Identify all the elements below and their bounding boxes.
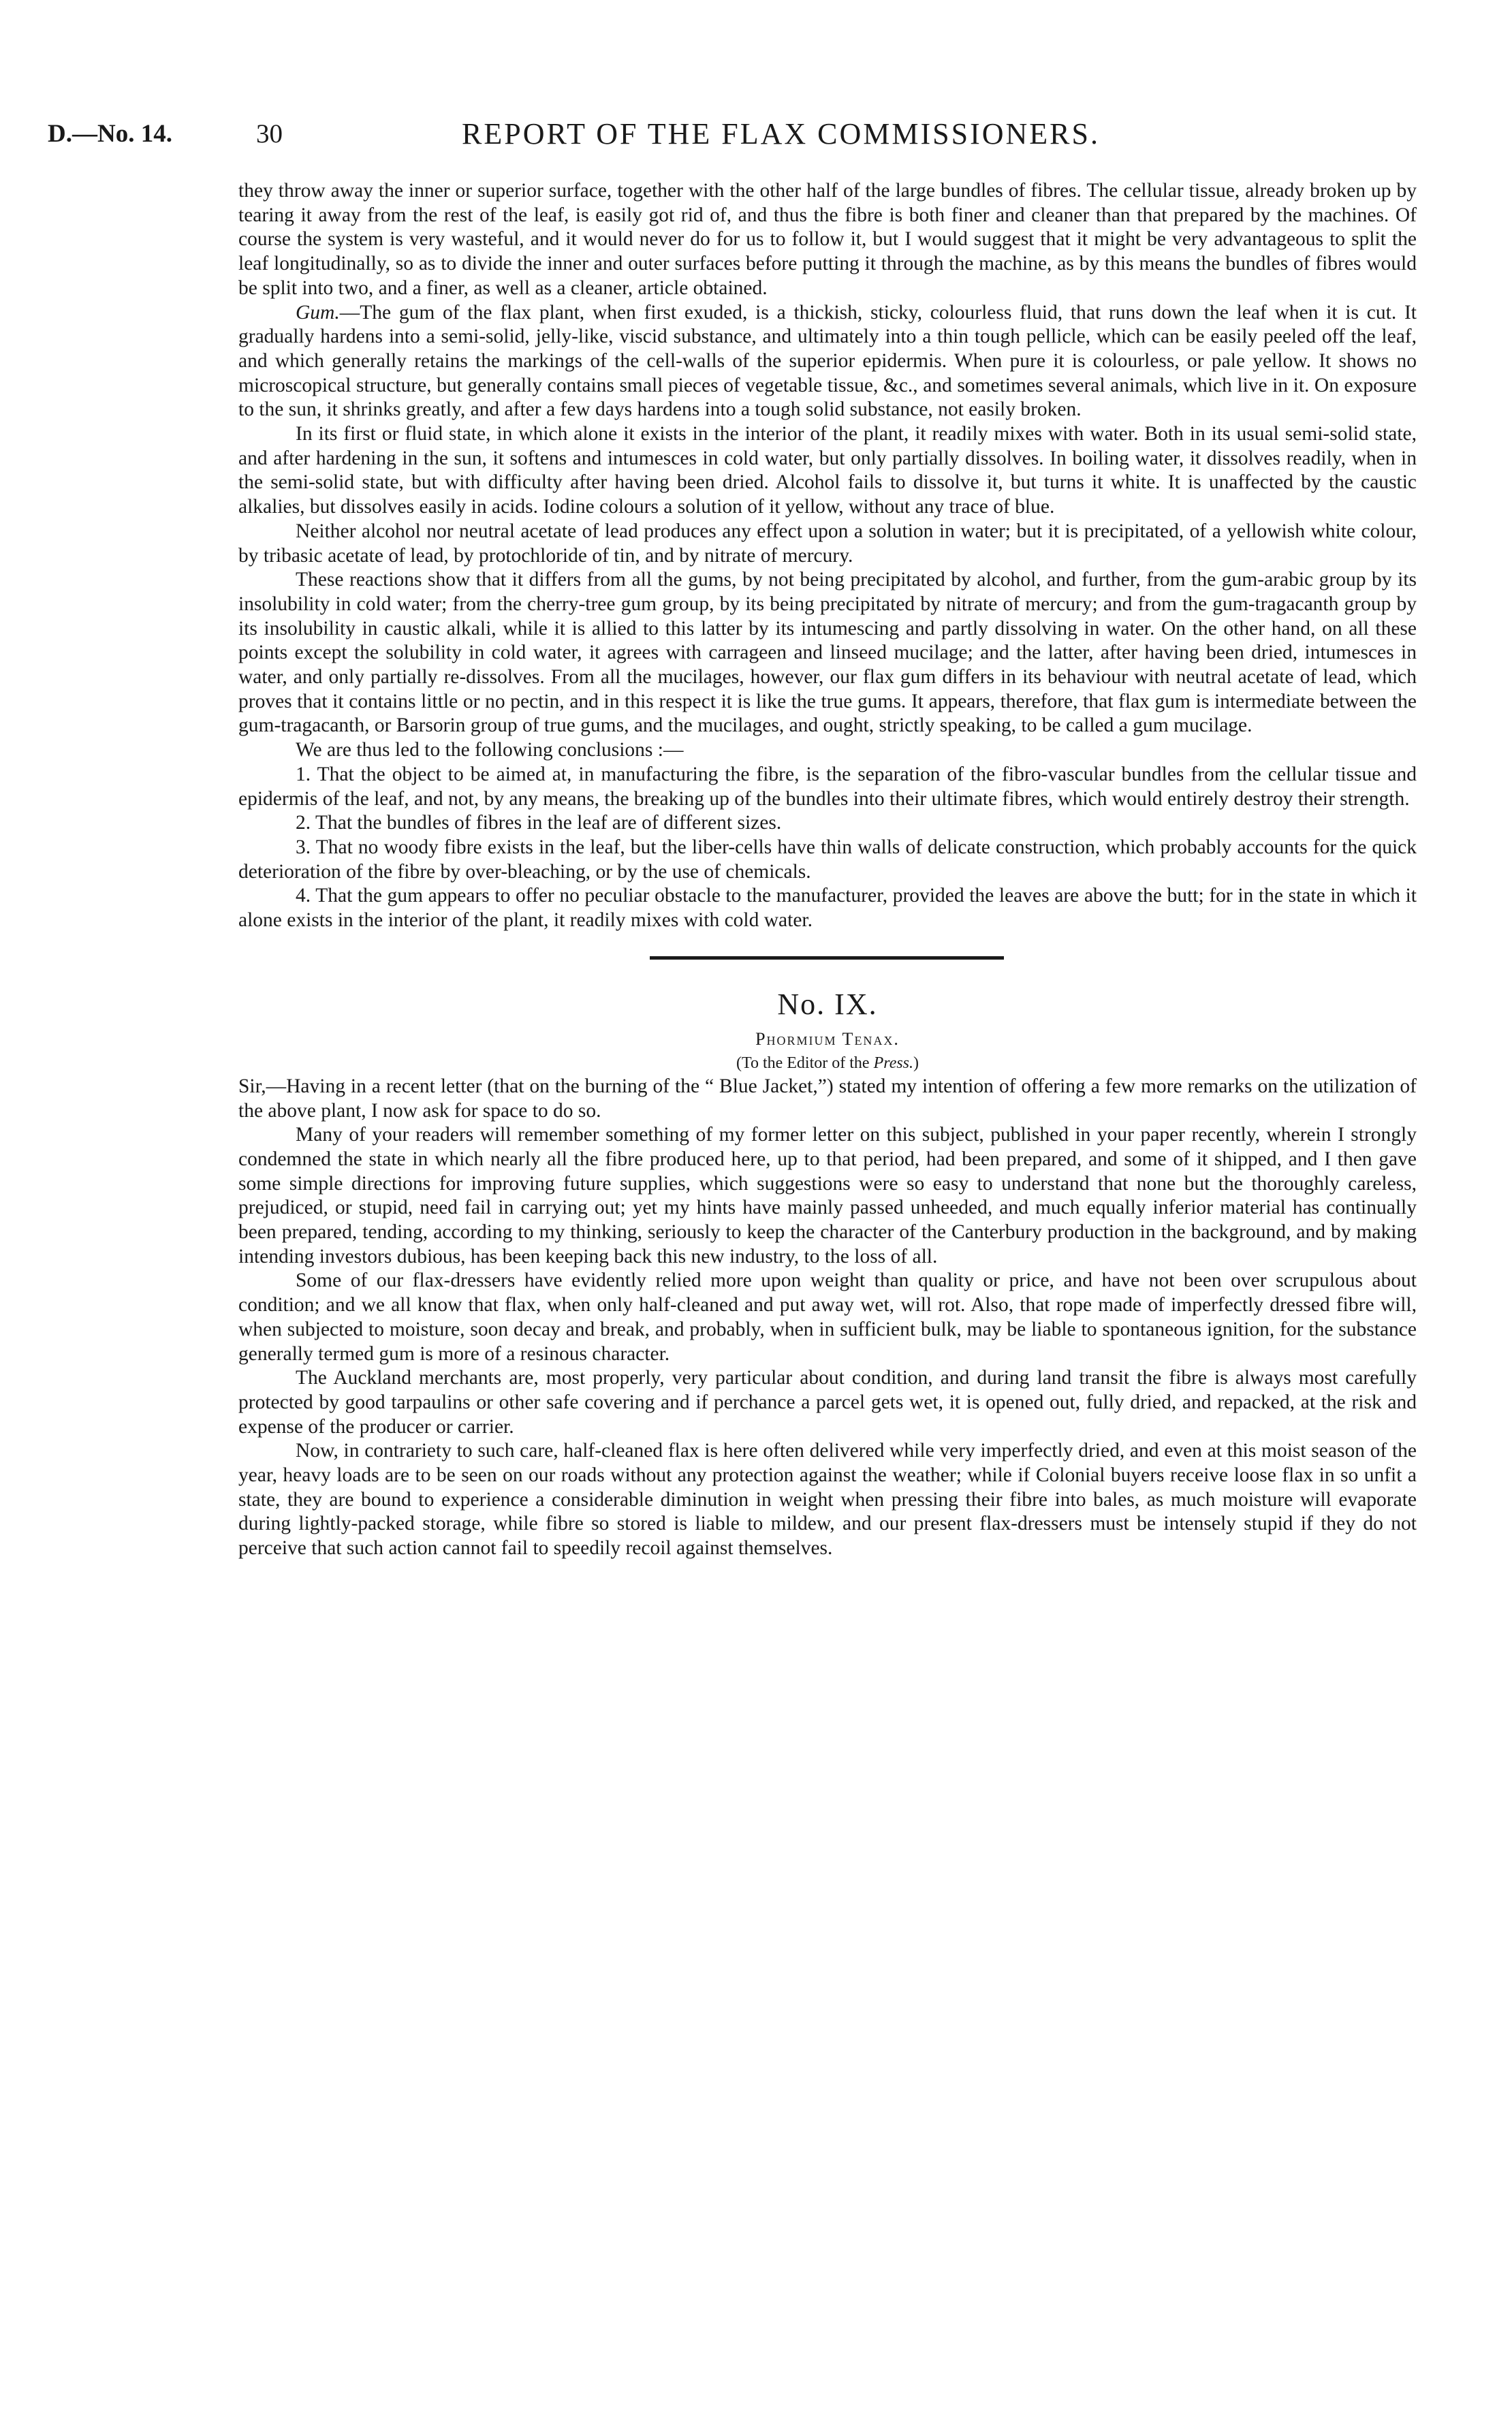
letter-salutation-paragraph: Sir,—Having in a recent letter (that on the burning of the “ Blue Jacket,”) stated my intention of offering a few more remarks on the utilization of the above plant, I now ask for space to do so. — [238, 1075, 1417, 1122]
paragraph: they throw away the inner or superior surface, together with the other half of the large bundles of fibres. The cellular tissue, already broken up by tearing it away from the rest of the leaf, is easily got rid of, and thus the fibre is both finer and cleaner than that prepared by the machines. Of course the system is very wasteful, and it would never do for us to follow it, but I would suggest that it might be very advantageous to split the leaf longitudinally, so as to divide the inner and outer surfaces before putting it through the machine, as by this means the bundles of fibres would be split into two, and a finer, as well as a cleaner, article obtained. — [238, 180, 1417, 299]
paragraph: The Auckland merchants are, most properly, very particular about condition, and during land transit the fibre is always most carefully protected by good tarpaulins or other safe covering and if perchance a parcel gets wet, it is opened out, fully dried, and repacked, at the risk and expense of the producer or carrier. — [238, 1367, 1417, 1438]
paragraph-gum — [238, 301, 1417, 423]
gum-text: —The gum of the flax plant, when first exuded, is a thickish, sticky, colourless fluid, that runs down the leaf when it is cut. It gradually hardens into a semi-solid, jelly-like, viscid substance, and ultimately into a thin tough pellicle, which can be easily peeled off the leaf, and which generally retains the markings of the cell-walls of the superior epidermis. When pure it is colourless, or pale yellow. It shows no microscopical structure, but generally contains small pieces of vegetable tissue, &c., and sometimes several animals, which live in it. On exposure to the sun, it shrinks greatly, and after a few days hardens into a tough solid substance, not easily broken. — [238, 301, 1417, 421]
editor-prefix: (To the Editor of the — [736, 1054, 874, 1072]
conclusion-item: 2. That the bundles of fibres in the leaf are of different sizes. — [296, 812, 782, 834]
conclusion-item: 3. That no woody fibre exists in the leaf, but the liber-cells have thin walls of delicate construction, which probably accounts for the quick deterioration of the fibre by over-bleaching, or by the use of chemicals. — [238, 836, 1417, 883]
body-text — [238, 179, 1417, 1561]
conclusion-item: 4. That the gum appears to offer no peculiar obstacle to the manufacturer, provided the leaves are above the butt; for in the state in which it alone exists in the interior of the plant, it readily mixes with cold water. — [238, 885, 1417, 932]
gum-label: Gum. — [296, 301, 340, 324]
section-subheading: Phormium Tenax. — [755, 1028, 900, 1049]
paragraph: We are thus led to the following conclusions :— — [296, 739, 684, 761]
section-divider — [238, 933, 1417, 986]
paragraph: Neither alcohol nor neutral acetate of lead produces any effect upon a solution in water; but it is precipitated, of a yellowish white colour, by tribasic acetate of lead, by protochloride of tin, and by nitrate of mercury. — [238, 520, 1417, 567]
page-number: 30 — [256, 119, 283, 148]
running-title: REPORT OF THE FLAX COMMISSIONERS. — [462, 117, 1100, 151]
editor-line — [238, 1052, 1417, 1075]
newspaper-name: Press. — [873, 1054, 914, 1072]
section-heading: No. IX. — [777, 987, 878, 1021]
conclusion-item: 1. That the object to be aimed at, in manufacturing the fibre, is the separation of the fibro-vascular bundles from the cellular tissue and epidermis of the leaf, and not, by any means, the breaking up of the bundles into their ultimate fibres, which would entirely destroy their strength. — [238, 763, 1417, 810]
paragraph: Some of our flax-dressers have evidently relied more upon weight than quality or price, and have not been over scrupulous about condition; and we all know that flax, when only half-cleaned and put away wet, will rot. Also, that rope made of imperfectly dressed fibre will, when subjected to moisture, soon decay and break, and probably, when in sufficient bulk, may be liable to spontaneous ignition, for the substance generally termed gum is more of a resinous character. — [238, 1269, 1417, 1365]
horizontal-rule — [650, 956, 1004, 960]
paragraph: These reactions show that it differs from all the gums, by not being precipitated by alcohol, and further, from the gum-arabic group by its insolubility in cold water; from the cherry-tree gum group, by its being precipitated by nitrate of mercury; and from the gum-tragacanth group by its insolubility in caustic alkali, while it is allied to this latter by its intumescing and partly dissolving in water. On the other hand, on all these points except the solubility in cold water, it agrees with carrageen and linseed mucilage; and the latter, after having been dried, intumesces in water, and only partially re-dissolves. From all the mucilages, however, our flax gum differs in its behaviour with neutral acetate of lead, which proves that it contains little or no pectin, and in this respect it is like the true gums. It appears, therefore, that flax gum is intermediate between the gum-tragacanth, or Barsorin group of true gums, and the mucilages, and ought, strictly speaking, to be called a gum mucilage. — [238, 569, 1417, 737]
paragraph: In its first or fluid state, in which alone it exists in the interior of the plant, it readily mixes with water. Both in its usual semi-solid state, and after hardening in the sun, it softens and intumesces in cold water, but only partially dissolves. In boiling water, it dissolves readily, when in the semi-solid state, but with difficulty after having been dried. Alcohol fails to dissolve it, but turns it white. It is unaffected by the caustic alkalies, but dissolves easily in acids. Iodine colours a solution of it yellow, without any trace of blue. — [238, 423, 1417, 518]
page-header — [48, 117, 1478, 158]
document-reference: D.—No. 14. — [48, 120, 172, 148]
editor-suffix: ) — [913, 1054, 919, 1072]
paragraph: Many of your readers will remember something of my former letter on this subject, published in your paper recently, wherein I strongly condemned the state in which nearly all the fibre produced here, up to that period, had been prepared, and some of it shipped, and I then gave some simple directions for improving future supplies, which suggestions were so easy to understand that none but the thoroughly careless, prejudiced, or stupid, need fail in carrying out; yet my hints have mainly passed unheeded, and much equally inferior material has continually been prepared, tending, according to my thinking, seriously to keep the character of the Canterbury production in the background, and by making intending investors dubious, has been keeping back this new industry, to the loss of all. — [238, 1124, 1417, 1267]
paragraph: Now, in contrariety to such care, half-cleaned flax is here often delivered while very imperfectly dried, and even at this moist season of the year, heavy loads are to be seen on our roads without any protection against the weather; while if Colonial buyers receive loose flax in so unfit a state, they are bound to experience a considerable diminution in weight when pressing their fibre into bales, as much moisture will evaporate during lightly-packed storage, while fibre so stored is liable to mildew, and our present flax-dressers must be intensely stupid if they do not perceive that such action cannot fail to speedily recoil against themselves. — [238, 1440, 1417, 1560]
